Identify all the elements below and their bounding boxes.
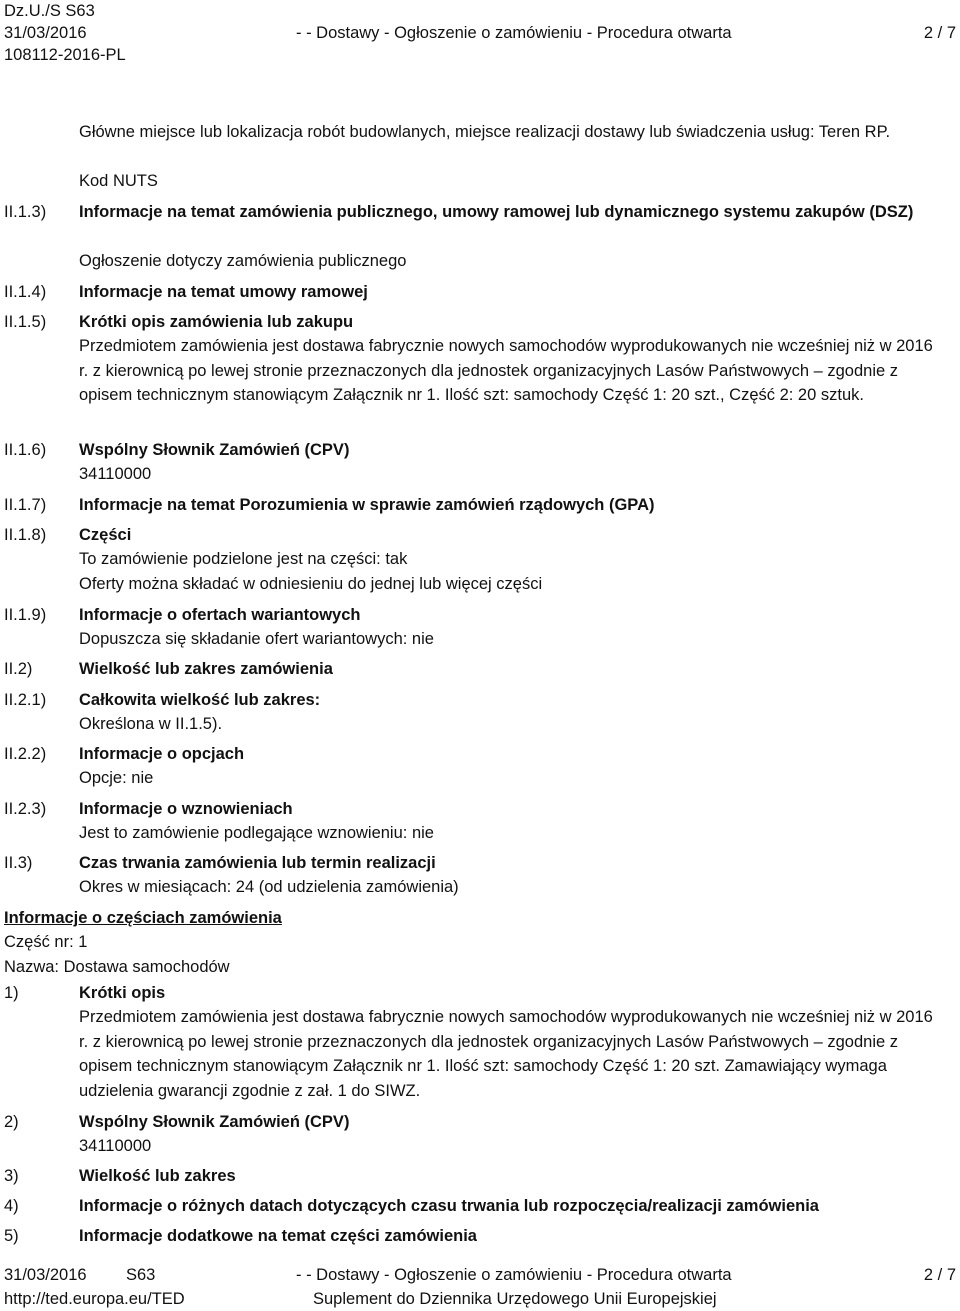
- footer-title: - - Dostawy - Ogłoszenie o zamówieniu - Procedura otwarta: [296, 1266, 732, 1284]
- section-number: II.3): [4, 854, 33, 872]
- section-title: Informacje na temat zamówienia publicznego, umowy ramowej lub dynamicznego systemu zakupów (DSZ): [79, 203, 914, 221]
- parts-heading: Informacje o częściach zamówienia: [4, 909, 282, 927]
- footer-supplement: Suplement do Dziennika Urzędowego Unii Europejskiej: [313, 1290, 717, 1308]
- section-title: Krótki opis zamówienia lub zakupu: [79, 313, 354, 331]
- section-title: Wielkość lub zakres zamówienia: [79, 660, 333, 678]
- section-number: II.2): [4, 660, 33, 678]
- section-text: Oferty można składać w odniesieniu do jednej lub więcej części: [79, 575, 543, 593]
- section-text: Przedmiotem zamówienia jest dostawa fabrycznie nowych samochodów wyprodukowanych nie wcześniej niż w 2016 r. z kierownicą po lewej stronie przeznaczonych dla jednostek organizacyjnych Lasów Państwowych – zgodnie z opisem technicznym stanowiącym Załącznik nr 1. Ilość szt: samochody Część 1: 20 szt., Część 2: 20 sztuk.: [79, 337, 933, 404]
- part-item-title: Informacje o różnych datach dotyczących czasu trwania lub rozpoczęcia/realizacji zamówienia: [79, 1197, 819, 1215]
- part-item-number: 3): [4, 1167, 19, 1185]
- place-text: Główne miejsce lub lokalizacja robót budowlanych, miejsce realizacji dostawy lub świadczenia usług: Teren RP.: [79, 123, 891, 141]
- section-text: Dopuszcza się składanie ofert wariantowych: nie: [79, 630, 434, 648]
- section-title: Czas trwania zamówienia lub termin realizacji: [79, 854, 436, 872]
- section-number: II.1.6): [4, 441, 47, 459]
- header-notice-id: 108112-2016-PL: [4, 46, 126, 64]
- section-text: Ogłoszenie dotyczy zamówienia publicznego: [79, 252, 407, 270]
- section-number: II.2.1): [4, 691, 47, 709]
- section-number: II.1.5): [4, 313, 47, 331]
- section-title: Informacje o opcjach: [79, 745, 245, 763]
- section-number: II.1.9): [4, 606, 47, 624]
- footer-date: 31/03/2016: [4, 1266, 87, 1284]
- part-item-title: Informacje dodatkowe na temat części zamówienia: [79, 1227, 477, 1245]
- header-date: 31/03/2016: [4, 24, 87, 42]
- part-item-number: 2): [4, 1113, 19, 1131]
- section-number: II.1.3): [4, 203, 47, 221]
- section-title: Informacje na temat umowy ramowej: [79, 283, 368, 301]
- part-number: Część nr: 1: [4, 933, 88, 951]
- part-item-number: 5): [4, 1227, 19, 1245]
- footer-ref: [4, 1263, 185, 1310]
- section-title: Informacje na temat Porozumienia w sprawie zamówień rządowych (GPA): [79, 496, 655, 514]
- footer-page-number: 2 / 7: [923, 1266, 956, 1284]
- part-item-text: Przedmiotem zamówienia jest dostawa fabrycznie nowych samochodów wyprodukowanych nie wcześniej niż w 2016 r. z kierownicą po lewej stronie przeznaczonych dla jednostek organizacyjnych Lasów Państwowych – zgodnie z opisem technicznym stanowiącym Załącznik nr 1. Ilość szt: samochody Część 1: 20 szt. Zamawiający wymaga udzielenia gwarancji zgodnie z zał. 1 do SIWZ.: [79, 1008, 933, 1100]
- part-item-title: Wielkość lub zakres: [79, 1167, 236, 1185]
- part-item-number: 1): [4, 984, 19, 1002]
- section-title: Całkowita wielkość lub zakres:: [79, 691, 321, 709]
- part-item-title: Wspólny Słownik Zamówień (CPV): [79, 1113, 350, 1131]
- part-item-number: 4): [4, 1197, 19, 1215]
- cpv-code: 34110000: [79, 465, 152, 483]
- header-page-number: 2 / 7: [923, 24, 956, 42]
- section-number: II.2.2): [4, 745, 47, 763]
- section-text: Okres w miesiącach: 24 (od udzielenia zamówienia): [79, 878, 459, 896]
- part-name: Nazwa: Dostawa samochodów: [4, 958, 230, 976]
- section-text: Jest to zamówienie podlegające wznowieniu: nie: [79, 824, 434, 842]
- section-title: Części: [79, 526, 132, 544]
- section-text: Opcje: nie: [79, 769, 154, 787]
- footer-url: http://ted.europa.eu/TED: [4, 1290, 185, 1308]
- section-text: Określona w II.1.5).: [79, 715, 223, 733]
- footer-issue: S63: [126, 1266, 156, 1284]
- section-number: II.1.4): [4, 283, 47, 301]
- part-item-title: Krótki opis: [79, 984, 166, 1002]
- nuts-label: Kod NUTS: [79, 172, 158, 190]
- section-title: Informacje o ofertach wariantowych: [79, 606, 361, 624]
- section-title: Wspólny Słownik Zamówień (CPV): [79, 441, 350, 459]
- header-journal-ref: Dz.U./S S63: [4, 2, 95, 20]
- section-title: Informacje o wznowieniach: [79, 800, 293, 818]
- header-ref: [4, 0, 126, 66]
- header-title: - - Dostawy - Ogłoszenie o zamówieniu - Procedura otwarta: [296, 24, 732, 42]
- section-number: II.1.8): [4, 526, 47, 544]
- section-number: II.2.3): [4, 800, 47, 818]
- section-text: To zamówienie podzielone jest na części: tak: [79, 550, 408, 568]
- section-number: II.1.7): [4, 496, 47, 514]
- cpv-code: 34110000: [79, 1137, 152, 1155]
